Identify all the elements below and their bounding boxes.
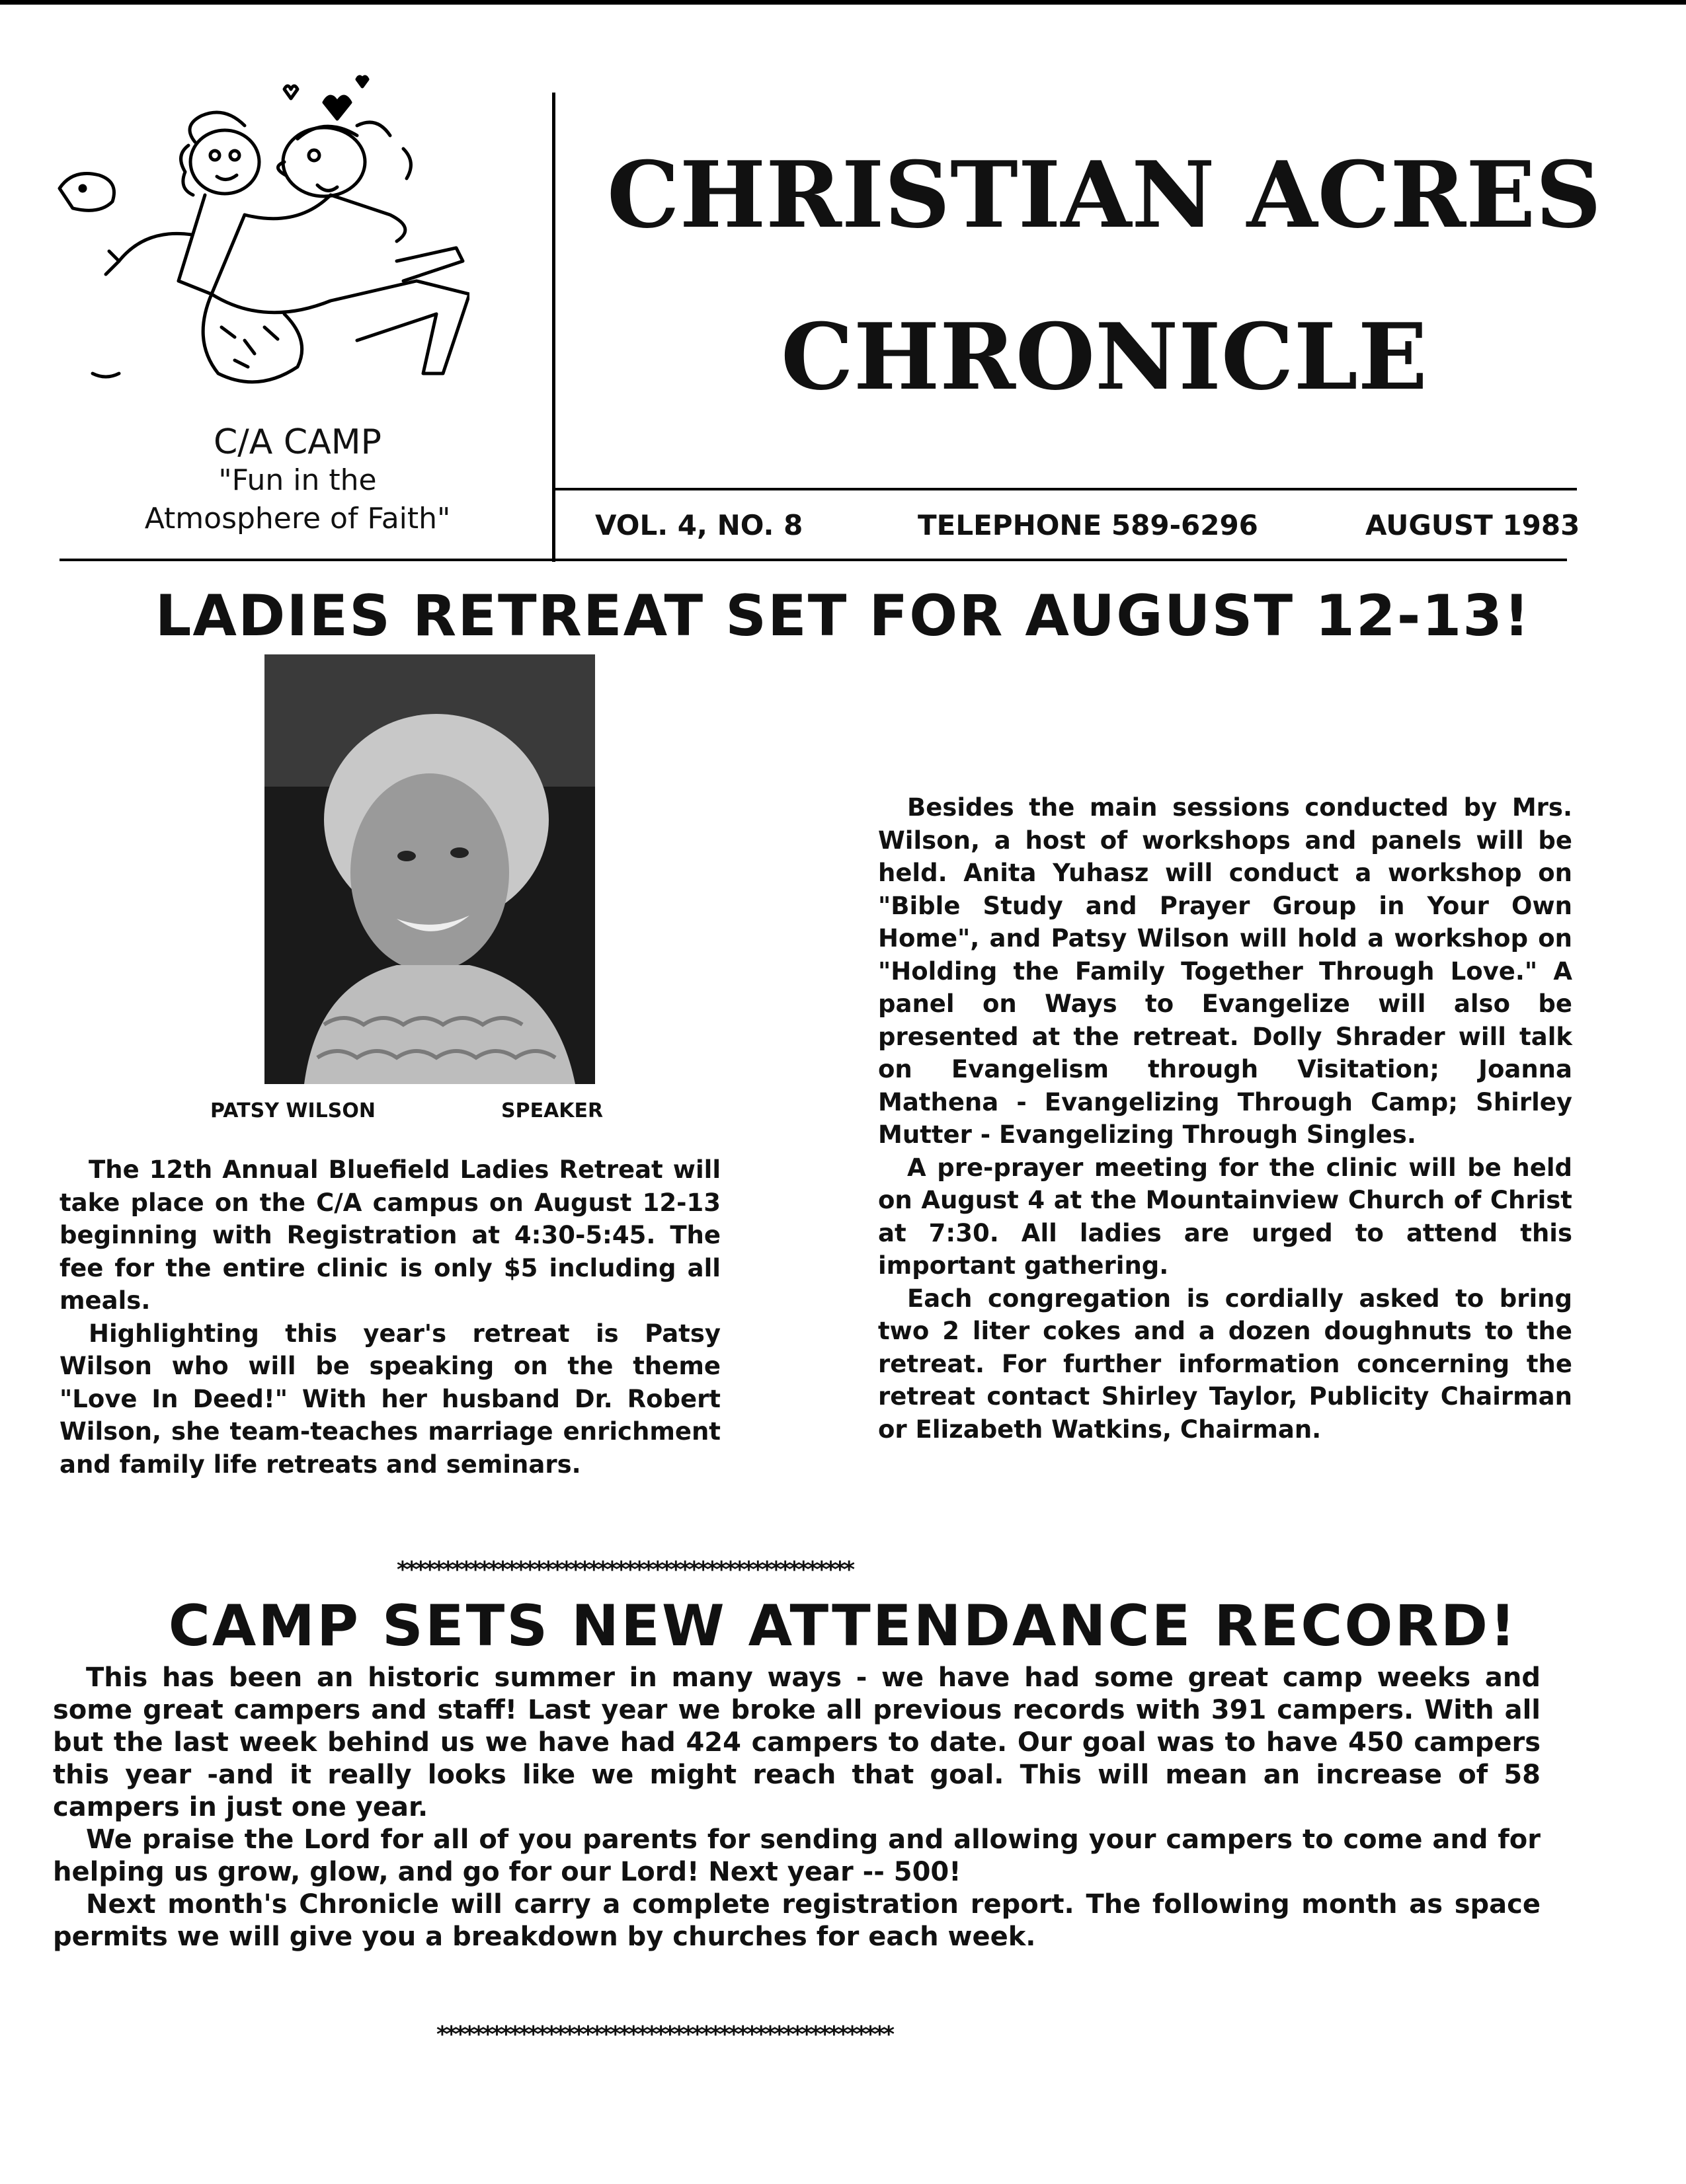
star-divider-top: ************************************************** xyxy=(397,1557,853,1583)
issue-date: AUGUST 1983 xyxy=(1365,509,1580,541)
speaker-photo xyxy=(264,654,595,1084)
top-border xyxy=(0,0,1686,5)
article1-paragraph: Besides the main sessions conducted by Mrs. Wilson, a host of workshops and panels will be held. Anita Yuhasz will conduct a workshop on "Bible Study and Prayer Group in Your Own Home", and Patsy Wilson will hold a workshop on "Holding the Family Together Through Love." A panel on Ways to Evangelize will also be presented at the retreat. Dolly Shrader will talk on Evangelism through Visitation; Joanna Mathena - Evangelizing Through Camp; Shirley Mutter - Evangelizing Through Singles. xyxy=(878,793,1572,1149)
masthead-title-line2: CHRONICLE xyxy=(781,303,1427,410)
article1-left-column xyxy=(60,1153,721,1481)
photo-caption-name: PATSY WILSON xyxy=(210,1099,376,1122)
telephone-number: TELEPHONE 589-6296 xyxy=(918,509,1258,541)
article2-paragraph: Next month's Chronicle will carry a complete registration report. The following month as space permits we will give you a breakdown by churches for each week. xyxy=(53,1889,1541,1952)
article2-body xyxy=(53,1662,1541,1953)
masthead-title-line1: CHRISTIAN ACRES xyxy=(606,141,1602,249)
article1-paragraph: Each congregation is cordially asked to bring two 2 liter cokes and a dozen doughnuts to the retreat. For further information concerning the retreat contact Shirley Taylor, Publicity Chairman or Elizabeth Watkins, Chairman. xyxy=(878,1284,1572,1444)
camp-slogan-line2: Atmosphere of Faith" xyxy=(144,502,451,535)
star-divider-bottom: ************************************************** xyxy=(436,2021,893,2048)
header-rule xyxy=(60,559,1567,561)
camp-cartoon-logo xyxy=(46,63,469,420)
article1-headline: LADIES RETREAT SET FOR AUGUST 12-13! xyxy=(155,583,1531,649)
article1-paragraph: A pre-prayer meeting for the clinic will be held on August 4 at the Mountainview Church of Christ at 7:30. All ladies are urged to attend this important gathering. xyxy=(878,1153,1572,1280)
article2-paragraph: This has been an historic summer in many ways - we have had some great camp weeks and some great campers and staff! Last year we broke all previous records with 391 campers. With all but the last week behind us we have had 424 campers to date. Our goal was to have 450 campers this year -and it really looks like we might reach that goal. This will mean an increase of 58 campers in just one year. xyxy=(53,1662,1541,1822)
volume-number: VOL. 4, NO. 8 xyxy=(595,509,803,541)
article1-right-column xyxy=(878,791,1572,1446)
article1-paragraph: The 12th Annual Bluefield Ladies Retreat will take place on the C/A campus on August 12-13 beginning with Registration at 4:30-5:45. The fee for the entire clinic is only $5 including all meals. xyxy=(60,1155,721,1315)
masthead-divider xyxy=(552,93,555,562)
photo-caption-role: SPEAKER xyxy=(501,1099,604,1122)
article2-headline: CAMP SETS NEW ATTENDANCE RECORD! xyxy=(168,1593,1518,1659)
camp-slogan-line1: "Fun in the xyxy=(218,463,377,497)
article2-paragraph: We praise the Lord for all of you parents for sending and allowing your campers to come and for helping us grow, glow, and go for our Lord! Next year -- 500! xyxy=(53,1824,1541,1887)
article1-paragraph: Highlighting this year's retreat is Patsy Wilson who will be speaking on the theme "Love In Deed!" With her husband Dr. Robert Wilson, she team-teaches marriage enrichment and family life retreats and seminars. xyxy=(60,1319,721,1479)
camp-name: C/A CAMP xyxy=(213,422,382,462)
logo-caption xyxy=(53,423,542,538)
info-rule xyxy=(555,488,1577,490)
